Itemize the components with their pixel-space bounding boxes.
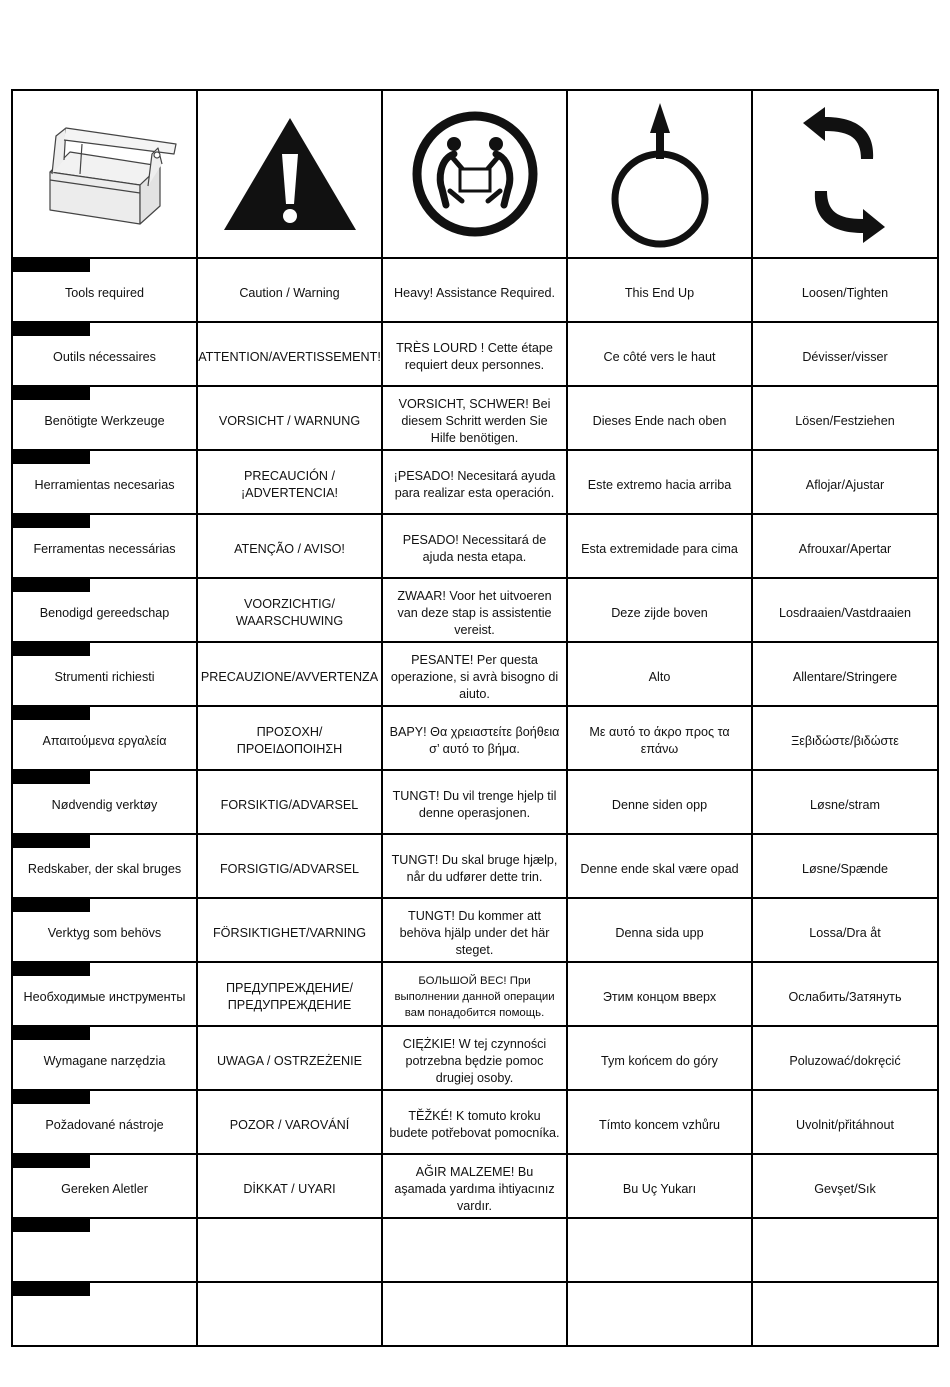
tools-label: Benodigd gereedschap [39, 605, 170, 620]
tools-label: Outils nécessaires [53, 349, 156, 364]
heavy-label: TUNGT! Du skal bruge hjælp, når du udfører dette trin. [391, 853, 558, 884]
loosen-tighten-label: Dévisser/visser [802, 349, 888, 364]
table-row [12, 770, 938, 834]
row-marker-tab [13, 1283, 90, 1296]
caution-cell [197, 834, 382, 898]
empty-cell [198, 1283, 381, 1345]
tools-cell [12, 642, 197, 706]
row-marker-tab [13, 451, 90, 464]
loosen-tighten-label: Løsne/stram [810, 797, 880, 812]
loosen-tighten-label: Gevşet/Sık [814, 1181, 876, 1196]
this-end-up-label: Alto [648, 669, 671, 684]
caution-cell [197, 1218, 382, 1282]
this-end-up-icon [600, 99, 720, 249]
rotate-arrows-icon [795, 99, 895, 249]
tools-cell [12, 258, 197, 322]
table-row [12, 450, 938, 514]
empty-cell [383, 1219, 566, 1281]
heavy-cell [382, 1218, 567, 1282]
tools-cell [12, 1218, 197, 1282]
tools-label: Wymagane narzędzia [43, 1053, 166, 1068]
tools-cell [12, 1282, 197, 1346]
tools-label: Απαιτούμενα εργαλεία [42, 733, 167, 748]
empty-cell [753, 1283, 937, 1345]
row-marker-tab [13, 899, 90, 912]
loosen-tighten-cell [752, 322, 938, 386]
heavy-cell [382, 706, 567, 770]
this-end-up-label: Denne siden opp [611, 797, 708, 812]
tools-label: Tools required [64, 285, 145, 300]
tools-cell [12, 578, 197, 642]
loosen-tighten-cell [752, 258, 938, 322]
tools-cell [12, 450, 197, 514]
tools-label: Verktyg som behövs [47, 925, 162, 940]
caution-label: PRECAUZIONE/AVVERTENZA [200, 669, 379, 684]
empty-cell [198, 1219, 381, 1281]
tools-cell [12, 962, 197, 1026]
loosen-tighten-cell [752, 1090, 938, 1154]
caution-label: ΠΡΟΣΟΧΗ/ΠΡΟΕΙΔΟΠΟΙΗΣΗ [236, 725, 343, 756]
this-end-up-cell [567, 706, 752, 770]
caution-cell [197, 706, 382, 770]
caution-label: VORSICHT / WARNUNG [218, 413, 361, 428]
row-marker-tab [13, 1155, 90, 1168]
table-row [12, 962, 938, 1026]
caution-label: VOORZICHTIG/ WAARSCHUWING [235, 597, 344, 628]
loosen-tighten-cell [752, 770, 938, 834]
row-marker-tab [13, 259, 90, 272]
two-person-lift-icon [410, 109, 540, 239]
row-marker-tab [13, 835, 90, 848]
table-row [12, 1026, 938, 1090]
tools-label: Redskaber, der skal bruges [27, 861, 182, 876]
caution-cell [197, 1282, 382, 1346]
caution-cell [197, 642, 382, 706]
table-row [12, 898, 938, 962]
this-end-up-label: Esta extremidade para cima [581, 541, 738, 556]
this-end-up-cell [567, 258, 752, 322]
heavy-cell [382, 770, 567, 834]
heavy-cell [382, 1282, 567, 1346]
table-row [12, 514, 938, 578]
row-marker-tab [13, 1219, 90, 1232]
tools-label: Gereken Aletler [61, 1181, 148, 1196]
row-marker-tab [13, 323, 90, 336]
this-end-up-label: Με αυτό το άκρο προς τα επάνω [589, 725, 730, 756]
this-end-up-label: Ce côté vers le haut [603, 349, 716, 364]
tools-label: Strumenti richiesti [54, 669, 155, 684]
row-marker-tab [13, 1091, 90, 1104]
heavy-label: TĚŽKÉ! K tomuto kroku budete potřebovat pomocníka. [389, 1109, 560, 1140]
caution-cell [197, 770, 382, 834]
caution-label: FORSIGTIG/ADVARSEL [219, 861, 360, 876]
loosen-tighten-cell [752, 514, 938, 578]
heavy-label: AĞIR MALZEME! Bu aşamada yardıma ihtiyacınız vardır. [394, 1164, 555, 1213]
tools-cell [12, 322, 197, 386]
caution-cell [197, 578, 382, 642]
this-end-up-cell [567, 1090, 752, 1154]
this-end-up-label: Denna sida upp [615, 925, 704, 940]
heavy-cell [382, 450, 567, 514]
row-marker-tab [13, 515, 90, 528]
heavy-cell [382, 386, 567, 450]
heavy-cell [382, 514, 567, 578]
this-end-up-label: Tym końcem do góry [601, 1053, 718, 1068]
this-end-up-cell [567, 834, 752, 898]
heavy-label: PESADO! Necessitará de ajuda nesta etapa. [402, 533, 547, 564]
tools-label: Ferramentas necessárias [33, 541, 176, 556]
caution-label: POZOR / VAROVÁNÍ [229, 1117, 350, 1132]
caution-label: ПРЕДУПРЕЖДЕНИЕ/ ПРЕДУПРЕЖДЕНИЕ [226, 981, 353, 1012]
loosen-tighten-label: Loosen/Tighten [801, 285, 889, 300]
tools-label: Необходимые инструменты [23, 989, 186, 1004]
tools-cell [12, 706, 197, 770]
empty-cell [753, 1219, 937, 1281]
caution-cell [197, 1026, 382, 1090]
tools-label: Benötigte Werkzeuge [44, 413, 165, 428]
empty-cell [568, 1283, 751, 1345]
heavy-cell [382, 898, 567, 962]
caution-cell [197, 898, 382, 962]
table-row [12, 386, 938, 450]
warning-cell [197, 90, 382, 258]
caution-cell [197, 1154, 382, 1218]
caution-label: FÖRSIKTIGHET/VARNING [212, 925, 366, 940]
warning-triangle-icon [220, 114, 360, 234]
this-end-up-cell [567, 578, 752, 642]
caution-label: FORSIKTIG/ADVARSEL [220, 797, 359, 812]
this-end-up-label: Tímto koncem vzhůru [598, 1117, 721, 1132]
heavy-label: БОЛЬШОЙ ВЕС! При выполнении данной операции вам понадобится помощь. [394, 975, 555, 1019]
heavy-cell [382, 90, 567, 258]
empty-cell [568, 1219, 751, 1281]
tools-cell [12, 514, 197, 578]
heavy-cell [382, 1090, 567, 1154]
heavy-label: ΒΑΡΥ! Θα χρειαστείτε βοήθεια σ’ αυτό το βήμα. [389, 725, 560, 756]
loosen-tighten-cell [752, 642, 938, 706]
tools-label: Herramientas necesarias [34, 477, 175, 492]
multilingual-symbol-table [11, 89, 939, 1347]
this-end-up-label: Deze zijde boven [611, 605, 708, 620]
caution-cell [197, 258, 382, 322]
table-row [12, 578, 938, 642]
heavy-label: VORSICHT, SCHWER! Bei diesem Schritt werden Sie Hilfe benötigen. [398, 396, 551, 445]
caution-cell [197, 450, 382, 514]
tools-cell [12, 386, 197, 450]
heavy-cell [382, 1154, 567, 1218]
this-end-up-cell [567, 450, 752, 514]
loosen-tighten-cell [752, 962, 938, 1026]
loosen-tighten-cell [752, 386, 938, 450]
up-cell [567, 90, 752, 258]
tools-cell [12, 834, 197, 898]
this-end-up-label: This End Up [624, 285, 695, 300]
tools-cell [12, 1026, 197, 1090]
icon-row [12, 90, 938, 258]
loosen-cell [752, 90, 938, 258]
caution-cell [197, 514, 382, 578]
table-row [12, 322, 938, 386]
caution-cell [197, 322, 382, 386]
row-marker-tab [13, 1027, 90, 1040]
loosen-tighten-label: Poluzować/dokręcić [789, 1053, 901, 1068]
this-end-up-cell [567, 1218, 752, 1282]
loosen-tighten-cell [752, 1282, 938, 1346]
this-end-up-label: Этим концом вверх [602, 989, 717, 1004]
this-end-up-label: Este extremo hacia arriba [587, 477, 732, 492]
this-end-up-cell [567, 642, 752, 706]
row-marker-tab [13, 643, 90, 656]
tools-cell [12, 770, 197, 834]
tools-cell [12, 898, 197, 962]
this-end-up-label: Dieses Ende nach oben [592, 413, 727, 428]
heavy-cell [382, 322, 567, 386]
this-end-up-cell [567, 1282, 752, 1346]
table-row [12, 1154, 938, 1218]
heavy-label: CIĘŻKIE! W tej czynności potrzebna będzie pomoc drugiej osoby. [402, 1036, 547, 1085]
heavy-cell [382, 834, 567, 898]
caution-cell [197, 1090, 382, 1154]
this-end-up-cell [567, 770, 752, 834]
table-row [12, 706, 938, 770]
loosen-tighten-label: Allentare/Stringere [792, 669, 898, 684]
heavy-label: TUNGT! Du vil trenge hjelp til denne operasjonen. [392, 789, 557, 820]
caution-label: Caution / Warning [239, 285, 340, 300]
this-end-up-cell [567, 386, 752, 450]
tools-label: Nødvendig verktøy [51, 797, 158, 812]
loosen-tighten-cell [752, 578, 938, 642]
this-end-up-cell [567, 322, 752, 386]
heavy-cell [382, 258, 567, 322]
heavy-label: TUNGT! Du kommer att behöva hjälp under det här steget. [399, 908, 550, 957]
loosen-tighten-cell [752, 450, 938, 514]
heavy-label: Heavy! Assistance Required. [393, 285, 555, 300]
table-row [12, 1090, 938, 1154]
table-row [12, 642, 938, 706]
heavy-cell [382, 578, 567, 642]
this-end-up-label: Denne ende skal være opad [580, 861, 739, 876]
heavy-label: ZWAAR! Voor het uitvoeren van deze stap is assistentie vereist. [397, 588, 552, 637]
heavy-cell [382, 642, 567, 706]
caution-label: DİKKAT / UYARI [243, 1181, 336, 1196]
loosen-tighten-cell [752, 1026, 938, 1090]
loosen-tighten-cell [752, 1154, 938, 1218]
caution-cell [197, 962, 382, 1026]
caution-label: ATENÇÃO / AVISO! [234, 541, 345, 556]
heavy-label: PESANTE! Per questa operazione, si avrà bisogno di aiuto. [390, 652, 559, 701]
caution-label: ATTENTION/AVERTISSEMENT! [198, 349, 381, 364]
heavy-cell [382, 962, 567, 1026]
table-row [12, 1282, 938, 1346]
loosen-tighten-cell [752, 706, 938, 770]
tools-label: Požadované nástroje [45, 1117, 164, 1132]
loosen-tighten-label: Lösen/Festziehen [795, 413, 895, 428]
row-marker-tab [13, 963, 90, 976]
toolbox-icon [30, 114, 180, 234]
caution-label: UWAGA / OSTRZEŻENIE [216, 1053, 363, 1068]
row-marker-tab [13, 771, 90, 784]
loosen-tighten-cell [752, 898, 938, 962]
row-marker-tab [13, 387, 90, 400]
this-end-up-cell [567, 514, 752, 578]
table-row [12, 1218, 938, 1282]
heavy-label: ¡PESADO! Necesitará ayuda para realizar esta operación. [393, 469, 556, 500]
loosen-tighten-label: Ξεβιδώστε/βιδώστε [791, 733, 899, 748]
this-end-up-cell [567, 962, 752, 1026]
table-row [12, 258, 938, 322]
this-end-up-cell [567, 1154, 752, 1218]
this-end-up-cell [567, 1026, 752, 1090]
tools-cell [12, 1154, 197, 1218]
this-end-up-label: Bu Uç Yukarı [622, 1181, 697, 1196]
heavy-label: TRÈS LOURD ! Cette étape requiert deux personnes. [396, 341, 553, 372]
toolbox-cell [12, 90, 197, 258]
loosen-tighten-label: Lossa/Dra åt [809, 925, 881, 940]
table-row [12, 834, 938, 898]
row-marker-tab [13, 707, 90, 720]
loosen-tighten-label: Aflojar/Ajustar [805, 477, 885, 492]
loosen-tighten-label: Afrouxar/Apertar [798, 541, 892, 556]
loosen-tighten-label: Løsne/Spænde [801, 861, 889, 876]
caution-cell [197, 386, 382, 450]
loosen-tighten-label: Uvolnit/přitáhnout [795, 1117, 894, 1132]
loosen-tighten-cell [752, 1218, 938, 1282]
heavy-cell [382, 1026, 567, 1090]
tools-cell [12, 1090, 197, 1154]
loosen-tighten-label: Ослабить/Затянуть [788, 989, 902, 1004]
loosen-tighten-cell [752, 834, 938, 898]
row-marker-tab [13, 579, 90, 592]
empty-cell [383, 1283, 566, 1345]
this-end-up-cell [567, 898, 752, 962]
loosen-tighten-label: Losdraaien/Vastdraaien [778, 605, 912, 620]
caution-label: PRECAUCIÓN /¡ADVERTENCIA! [240, 469, 339, 500]
